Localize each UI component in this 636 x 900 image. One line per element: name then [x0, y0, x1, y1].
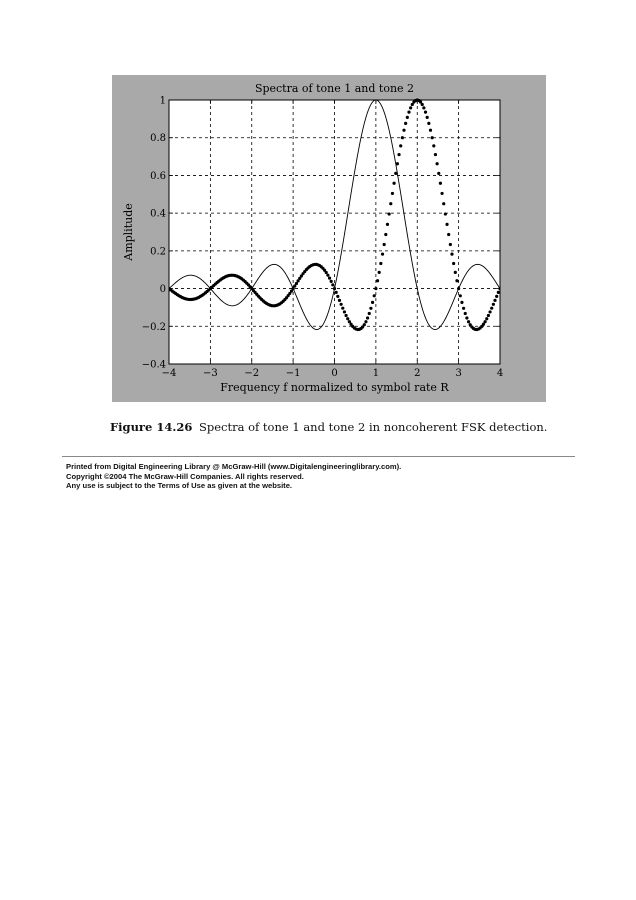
tone-2-point — [328, 277, 331, 280]
tone-2-point — [495, 295, 498, 298]
tone-2-point — [426, 116, 429, 119]
footer-line-1: Printed from Digital Engineering Library @ McGraw-Hill (www.Digitalengineeringlibrary.com). — [66, 462, 402, 471]
tone-2-point — [378, 271, 381, 274]
tone-2-point — [326, 274, 329, 277]
tone-2-point — [402, 129, 405, 132]
figure-caption-text: Spectra of tone 1 and tone 2 in noncoherent FSK detection. — [198, 420, 548, 434]
tone-2-point — [389, 202, 392, 205]
tone-2-point — [459, 294, 462, 297]
tone-2-point — [434, 153, 437, 156]
tone-2-point — [344, 314, 347, 317]
tone-2-point — [460, 301, 463, 304]
y-tick-label: 0.6 — [150, 170, 166, 182]
tone-2-point — [396, 162, 399, 165]
y-tick-label: −0.4 — [141, 359, 166, 371]
y-tick-label: −0.2 — [141, 321, 166, 333]
x-tick-label: −3 — [203, 368, 218, 379]
tone-2-point — [363, 323, 366, 326]
tone-2-point — [330, 280, 333, 283]
tone-2-point — [341, 307, 344, 310]
tone-2-point — [493, 299, 496, 302]
tone-2-point — [492, 303, 495, 306]
footer-divider — [62, 456, 575, 457]
y-tick-label: 0.8 — [150, 133, 166, 145]
y-tick-label: 1 — [159, 95, 166, 107]
tone-2-point — [336, 295, 339, 298]
x-tick-label: −2 — [244, 368, 260, 379]
y-tick-label: 0.2 — [150, 246, 166, 258]
tone-2-point — [485, 317, 488, 320]
footer — [66, 462, 401, 491]
tone-2-point — [454, 271, 457, 274]
tone-2-point — [457, 287, 460, 290]
tone-2-point — [369, 307, 372, 310]
tone-2-point — [325, 271, 328, 274]
figure-caption-label: Figure 14.26 — [110, 420, 193, 434]
figure-panel — [112, 75, 546, 402]
tone-2-point — [401, 136, 404, 139]
tone-2-point — [427, 122, 430, 125]
y-axis-label: Amplitude — [122, 203, 135, 261]
tone-2-point — [373, 294, 376, 297]
tone-2-point — [450, 253, 453, 256]
tone-2-point — [488, 310, 491, 313]
tone-2-point — [406, 116, 409, 119]
x-tick-label: −1 — [285, 368, 301, 379]
tone-2-point — [490, 307, 493, 310]
tone-2-point — [447, 233, 450, 236]
tone-2-point — [374, 287, 377, 290]
tone-2-point — [487, 314, 490, 317]
tone-2-point — [462, 307, 465, 310]
tone-2-point — [384, 233, 387, 236]
tone-2-point — [331, 283, 334, 286]
x-tick-label: −4 — [161, 368, 177, 379]
tone-2-point — [404, 122, 407, 125]
tone-2-point — [439, 182, 442, 185]
tone-2-point — [338, 299, 341, 302]
tone-2-point — [467, 320, 470, 323]
tone-2-point — [399, 144, 402, 147]
chart-title: Spectra of tone 1 and tone 2 — [254, 82, 415, 95]
tone-2-point — [452, 262, 455, 265]
tone-2-point — [449, 243, 452, 246]
tone-2-point — [440, 192, 443, 195]
x-tick-label: 4 — [496, 368, 504, 379]
tone-2-point — [407, 111, 410, 114]
tone-2-point — [497, 291, 500, 294]
tone-2-point — [333, 287, 336, 290]
tone-2-point — [422, 106, 425, 109]
tone-2-point — [465, 316, 468, 319]
tone-2-point — [445, 223, 448, 226]
spectra-chart — [112, 75, 546, 402]
tone-2-point — [455, 279, 458, 282]
tone-2-point — [376, 279, 379, 282]
tone-2-point — [383, 243, 386, 246]
tone-2-point — [392, 182, 395, 185]
x-axis-label: Frequency f normalized to symbol rate R — [220, 381, 449, 394]
tone-2-point — [368, 312, 371, 315]
tone-2-point — [442, 202, 445, 205]
tone-2-point — [429, 129, 432, 132]
y-tick-label: 0 — [159, 284, 166, 296]
tone-2-point — [388, 212, 391, 215]
tone-2-point — [340, 303, 343, 306]
tone-2-point — [379, 262, 382, 265]
tone-2-point — [381, 253, 384, 256]
tone-2-point — [432, 144, 435, 147]
tone-2-point — [444, 212, 447, 215]
tone-2-point — [391, 192, 394, 195]
tone-2-point — [464, 312, 467, 315]
tone-2-point — [421, 103, 424, 106]
tone-2-point — [484, 320, 487, 323]
x-tick-label: 3 — [455, 368, 462, 379]
footer-line-2: Copyright ©2004 The McGraw-Hill Companies. All rights reserved. — [66, 471, 304, 481]
tone-2-point — [431, 136, 434, 139]
tone-2-point — [371, 301, 374, 304]
tone-2-point — [437, 172, 440, 175]
tone-2-point — [436, 162, 439, 165]
y-tick-label: 0.4 — [150, 208, 166, 220]
x-tick-label: 2 — [414, 368, 421, 379]
tone-2-point — [424, 111, 427, 114]
figure-caption — [110, 420, 550, 434]
tone-2-point — [386, 223, 389, 226]
tone-2-point — [335, 291, 338, 294]
tone-2-point — [394, 172, 397, 175]
tone-2-point — [346, 317, 349, 320]
x-tick-label: 1 — [372, 368, 380, 379]
tone-2-point — [397, 153, 400, 156]
x-tick-label: 0 — [331, 368, 338, 379]
footer-line-3: Any use is subject to the Terms of Use as given at the website. — [66, 481, 293, 490]
tone-2-point — [364, 320, 367, 323]
tone-2-point — [343, 310, 346, 313]
tone-2-point — [409, 106, 412, 109]
tone-2-point — [366, 316, 369, 319]
